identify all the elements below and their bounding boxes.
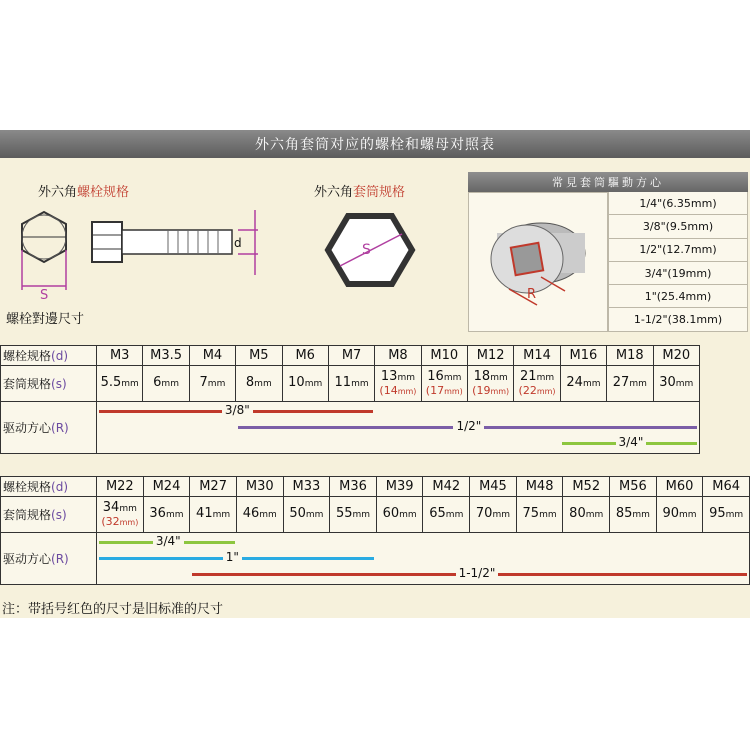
drive-size-item: 1"(25.4mm) xyxy=(608,285,748,308)
socket-size xyxy=(375,366,421,402)
socket-row-header: 套筒规格(s) xyxy=(1,497,97,533)
socket-size-value: 21mm xyxy=(520,368,555,384)
drive-row-header: 驱动方心(R) xyxy=(1,533,97,585)
bolt-row-header: 螺栓规格(d) xyxy=(1,477,97,497)
drive-row-header: 驱动方心(R) xyxy=(1,402,97,454)
bolt-size: M18 xyxy=(607,346,653,366)
socket-size-value: 24mm xyxy=(566,375,601,390)
bolt-size: M30 xyxy=(236,477,283,497)
drive-range-label: 3/4" xyxy=(616,435,647,449)
socket-size-value: 50mm xyxy=(289,506,324,521)
bolt-size: M4 xyxy=(189,346,235,366)
socket-size-value: 27mm xyxy=(612,375,647,390)
socket-size xyxy=(282,366,328,402)
bolt-size: M33 xyxy=(283,477,330,497)
spec-table-2 xyxy=(0,476,750,585)
socket-size xyxy=(514,366,560,402)
bolt-size: M56 xyxy=(610,477,657,497)
bolt-size: M36 xyxy=(330,477,377,497)
bolt-size: M60 xyxy=(656,477,703,497)
socket-size-value: 10mm xyxy=(288,375,323,390)
socket-s-label: S xyxy=(362,242,371,258)
socket-size-value: 11mm xyxy=(334,375,369,390)
bolt-size: M5 xyxy=(236,346,282,366)
socket-size xyxy=(328,366,374,402)
drive-range-label: 3/4" xyxy=(153,534,184,548)
socket-size xyxy=(236,497,283,533)
socket-size-value: 46mm xyxy=(242,506,277,521)
bolt-caption: 螺栓對邊尺寸 xyxy=(6,312,85,327)
socket-size xyxy=(190,497,237,533)
socket-size-value: 65mm xyxy=(429,506,464,521)
socket-size xyxy=(470,497,517,533)
footnote: 注：带括号红色的尺寸是旧标准的尺寸 xyxy=(2,602,224,617)
socket-size-value: 8mm xyxy=(245,375,272,390)
socket-heading-red: 套筒规格 xyxy=(353,185,406,200)
socket-size xyxy=(653,366,700,402)
socket-size xyxy=(468,366,514,402)
socket-size xyxy=(423,497,470,533)
drive-range-label: 3/8" xyxy=(222,403,253,417)
drive-range-label: 1" xyxy=(223,550,242,564)
bolt-size: M3 xyxy=(97,346,143,366)
socket-old-standard: (17mm) xyxy=(425,383,463,397)
socket-size-value: 5.5mm xyxy=(100,375,139,390)
bolt-panel-heading xyxy=(38,181,129,200)
drive-size-list xyxy=(608,192,748,332)
bolt-size: M20 xyxy=(653,346,700,366)
socket-old-standard: (22mm) xyxy=(518,383,556,397)
bolt-d-label: d xyxy=(234,236,242,250)
socket-size-value: 34mm xyxy=(102,499,137,515)
bolt-size: M12 xyxy=(468,346,514,366)
bolt-size: M16 xyxy=(560,346,606,366)
bolt-size: M27 xyxy=(190,477,237,497)
bolt-size: M7 xyxy=(328,346,374,366)
socket-size-value: 41mm xyxy=(196,506,231,521)
bolt-size: M39 xyxy=(376,477,423,497)
page-title: 外六角套筒对应的螺栓和螺母对照表 xyxy=(0,130,750,158)
drive-panel xyxy=(468,172,748,332)
socket-size-value: 85mm xyxy=(615,506,650,521)
bolt-size: M14 xyxy=(514,346,560,366)
socket-size xyxy=(189,366,235,402)
bolt-size: M24 xyxy=(143,477,190,497)
socket-size xyxy=(236,366,282,402)
socket-old-standard: (14mm) xyxy=(379,383,417,397)
bolt-heading-prefix: 外六角 xyxy=(38,185,78,200)
bolt-diagram xyxy=(8,200,278,310)
socket-size-value: 18mm xyxy=(473,368,508,384)
socket-size xyxy=(143,366,189,402)
socket-size-value: 95mm xyxy=(709,506,744,521)
socket-panel-heading xyxy=(314,181,405,200)
socket-size xyxy=(560,366,606,402)
bolt-size: M64 xyxy=(703,477,750,497)
bolt-heading-red: 螺栓规格 xyxy=(77,185,130,200)
socket-size-value: 80mm xyxy=(569,506,604,521)
socket-photo xyxy=(468,192,608,332)
drive-size-item: 1/4"(6.35mm) xyxy=(608,192,748,215)
socket-size xyxy=(607,366,653,402)
socket-size xyxy=(610,497,657,533)
socket-size xyxy=(376,497,423,533)
bolt-size: M10 xyxy=(421,346,467,366)
socket-size xyxy=(97,497,144,533)
socket-row-header: 套筒规格(s) xyxy=(1,366,97,402)
socket-size-value: 13mm xyxy=(380,368,415,384)
socket-size xyxy=(143,497,190,533)
bolt-s-label: S xyxy=(40,288,49,303)
bolt-size: M48 xyxy=(516,477,563,497)
drive-range-cell xyxy=(97,533,750,585)
socket-size xyxy=(330,497,377,533)
bolt-size: M45 xyxy=(470,477,517,497)
socket-size xyxy=(283,497,330,533)
drive-range-label: 1-1/2" xyxy=(456,566,499,580)
socket-size-value: 36mm xyxy=(149,506,184,521)
socket-old-standard: (32mm) xyxy=(101,514,139,528)
socket-size-value: 90mm xyxy=(662,506,697,521)
drive-range-label: 1/2" xyxy=(453,419,484,433)
bolt-size: M42 xyxy=(423,477,470,497)
socket-size xyxy=(703,497,750,533)
socket-size-value: 30mm xyxy=(659,375,694,390)
drive-size-item: 3/4"(19mm) xyxy=(608,262,748,285)
socket-size-value: 6mm xyxy=(153,375,179,390)
socket-size xyxy=(656,497,703,533)
socket-size-value: 16mm xyxy=(427,368,462,384)
socket-size xyxy=(421,366,467,402)
bolt-size: M6 xyxy=(282,346,328,366)
socket-size xyxy=(516,497,563,533)
socket-size-value: 7mm xyxy=(199,375,226,390)
drive-size-item: 1/2"(12.7mm) xyxy=(608,239,748,262)
drive-size-item: 3/8"(9.5mm) xyxy=(608,215,748,238)
spec-table-1 xyxy=(0,345,700,454)
socket-size xyxy=(563,497,610,533)
socket-size-value: 55mm xyxy=(335,506,371,521)
bolt-size: M52 xyxy=(563,477,610,497)
drive-r-label: R xyxy=(527,287,537,302)
socket-size-value: 70mm xyxy=(475,506,510,521)
socket-heading-prefix: 外六角 xyxy=(314,185,354,200)
socket-size-value: 60mm xyxy=(382,506,417,521)
bolt-size: M3.5 xyxy=(143,346,189,366)
drive-size-item: 1-1/2"(38.1mm) xyxy=(608,308,748,331)
drive-range-cell xyxy=(97,402,700,454)
drive-panel-heading: 常見套筒驅動方心 xyxy=(468,172,748,192)
bolt-size: M22 xyxy=(97,477,144,497)
bolt-size: M8 xyxy=(375,346,421,366)
socket-photo-drawing xyxy=(469,193,607,331)
socket-old-standard: (19mm) xyxy=(472,383,510,397)
socket-size-value: 75mm xyxy=(522,506,557,521)
socket-size xyxy=(97,366,143,402)
bolt-row-header: 螺栓规格(d) xyxy=(1,346,97,366)
